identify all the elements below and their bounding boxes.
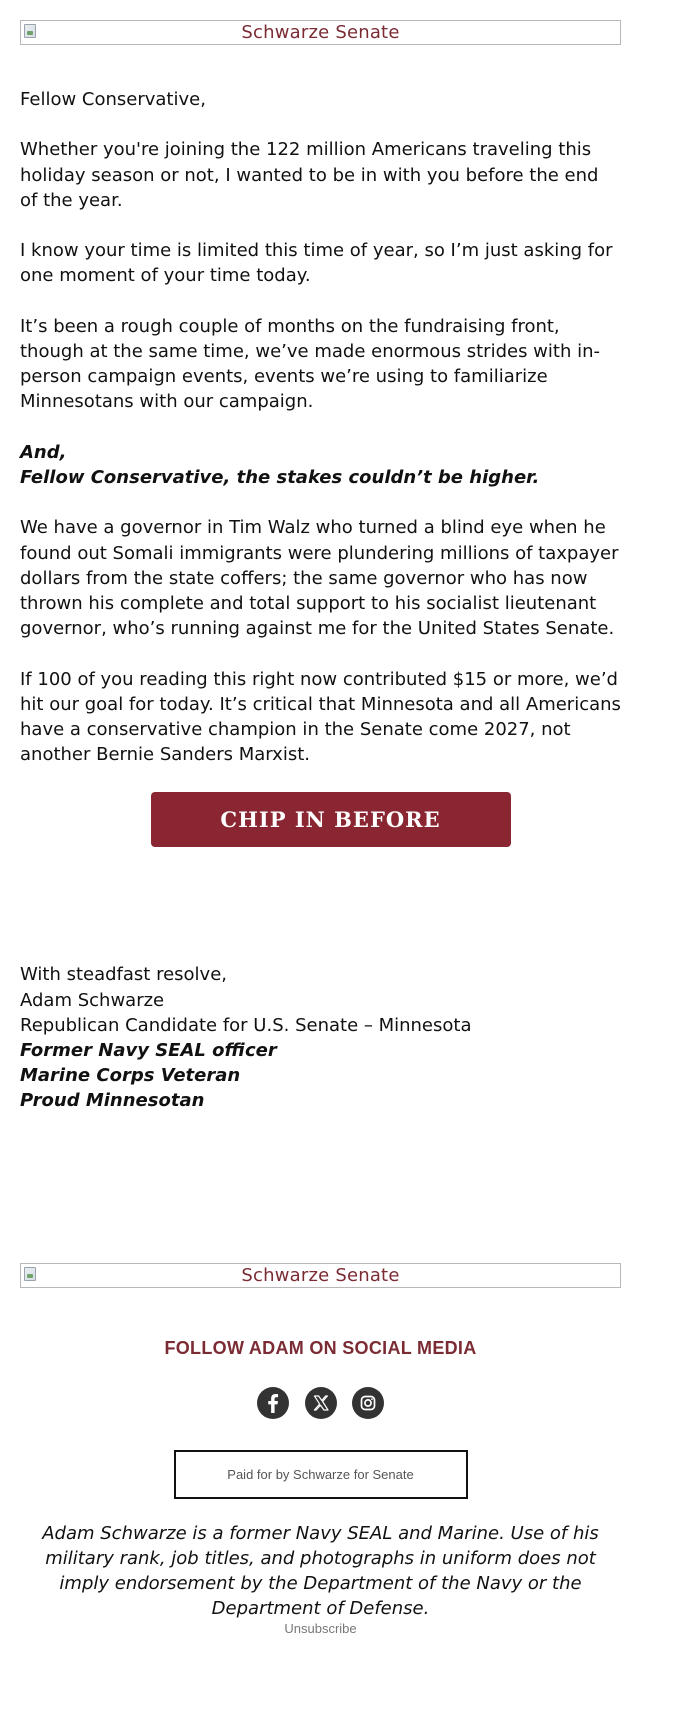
paragraph-3: It’s been a rough couple of months on the fundraising front, though at the same time, we’ve made enormous strides with in-person campaign events, events we’re using to familiarize Minnesotans with our campaign. xyxy=(20,315,600,413)
paragraph-2: I know your time is limited this time of year, so I’m just asking for one moment of your time today. xyxy=(20,240,613,287)
signature-block xyxy=(20,962,621,1113)
x-icon[interactable] xyxy=(305,1387,337,1419)
header-banner-image xyxy=(20,20,621,45)
chip-in-button[interactable]: CHIP IN BEFORE MIDNIGHT xyxy=(151,792,511,847)
follow-heading: FOLLOW ADAM ON SOCIAL MEDIA xyxy=(164,1337,477,1358)
paid-for-disclaimer-box: Paid for by Schwarze for Senate xyxy=(174,1450,468,1499)
military-disclaimer: Adam Schwarze is a former Navy SEAL and Marine. Use of his military rank, job titles, and photographs in uniform does not imply endorsement by the Department of the Navy or the Department of Defense. xyxy=(42,1522,599,1620)
paragraph-1: Whether you're joining the 122 million Americans traveling this holiday season or not, I wanted to be in with you before the end of the year. xyxy=(20,139,599,211)
signature-credential-1: Former Navy SEAL officer xyxy=(20,1040,277,1061)
facebook-icon[interactable] xyxy=(257,1387,289,1419)
broken-image-icon xyxy=(24,24,36,38)
signature-name: Adam Schwarze xyxy=(20,989,165,1011)
cta-row xyxy=(20,792,621,886)
greeting: Fellow Conservative, xyxy=(20,89,206,110)
footer-banner-image xyxy=(20,1263,621,1288)
paragraph-5: If 100 of you reading this right now contributed $15 or more, we’d hit our goal for today. It’s critical that Minnesota and all Americans have a conservative champion in the Senate come 2027, not another Bernie Sanders Marxist. xyxy=(20,668,621,766)
paragraph-4: We have a governor in Tim Walz who turned a blind eye when he found out Somali immigrants were plundering millions of taxpayer dollars from the state coffers; the same governor who has now thrown his complete and total support to his socialist lieutenant governor, who’s running against me for the United States Senate. xyxy=(20,517,619,640)
signature-credential-2: Marine Corps Veteran xyxy=(20,1065,241,1087)
signature-credential-3: Proud Minnesotan xyxy=(20,1090,205,1112)
instagram-icon[interactable] xyxy=(352,1387,384,1419)
letter-body xyxy=(20,87,621,767)
header-image-alt-text: Schwarze Senate xyxy=(241,22,400,43)
footer-image-alt-text: Schwarze Senate xyxy=(241,1264,400,1286)
social-icons xyxy=(20,1387,621,1421)
signature-closing: With steadfast resolve, xyxy=(20,964,227,986)
unsubscribe-link[interactable]: Unsubscribe xyxy=(284,1621,357,1637)
emphasis-line-1: And, xyxy=(20,441,67,463)
emphasis-line-2: Fellow Conservative, the stakes couldn’t be higher. xyxy=(20,466,540,488)
broken-image-icon xyxy=(24,1267,36,1281)
email-container xyxy=(20,20,621,1636)
signature-title: Republican Candidate for U.S. Senate – Minnesota xyxy=(20,1014,472,1036)
